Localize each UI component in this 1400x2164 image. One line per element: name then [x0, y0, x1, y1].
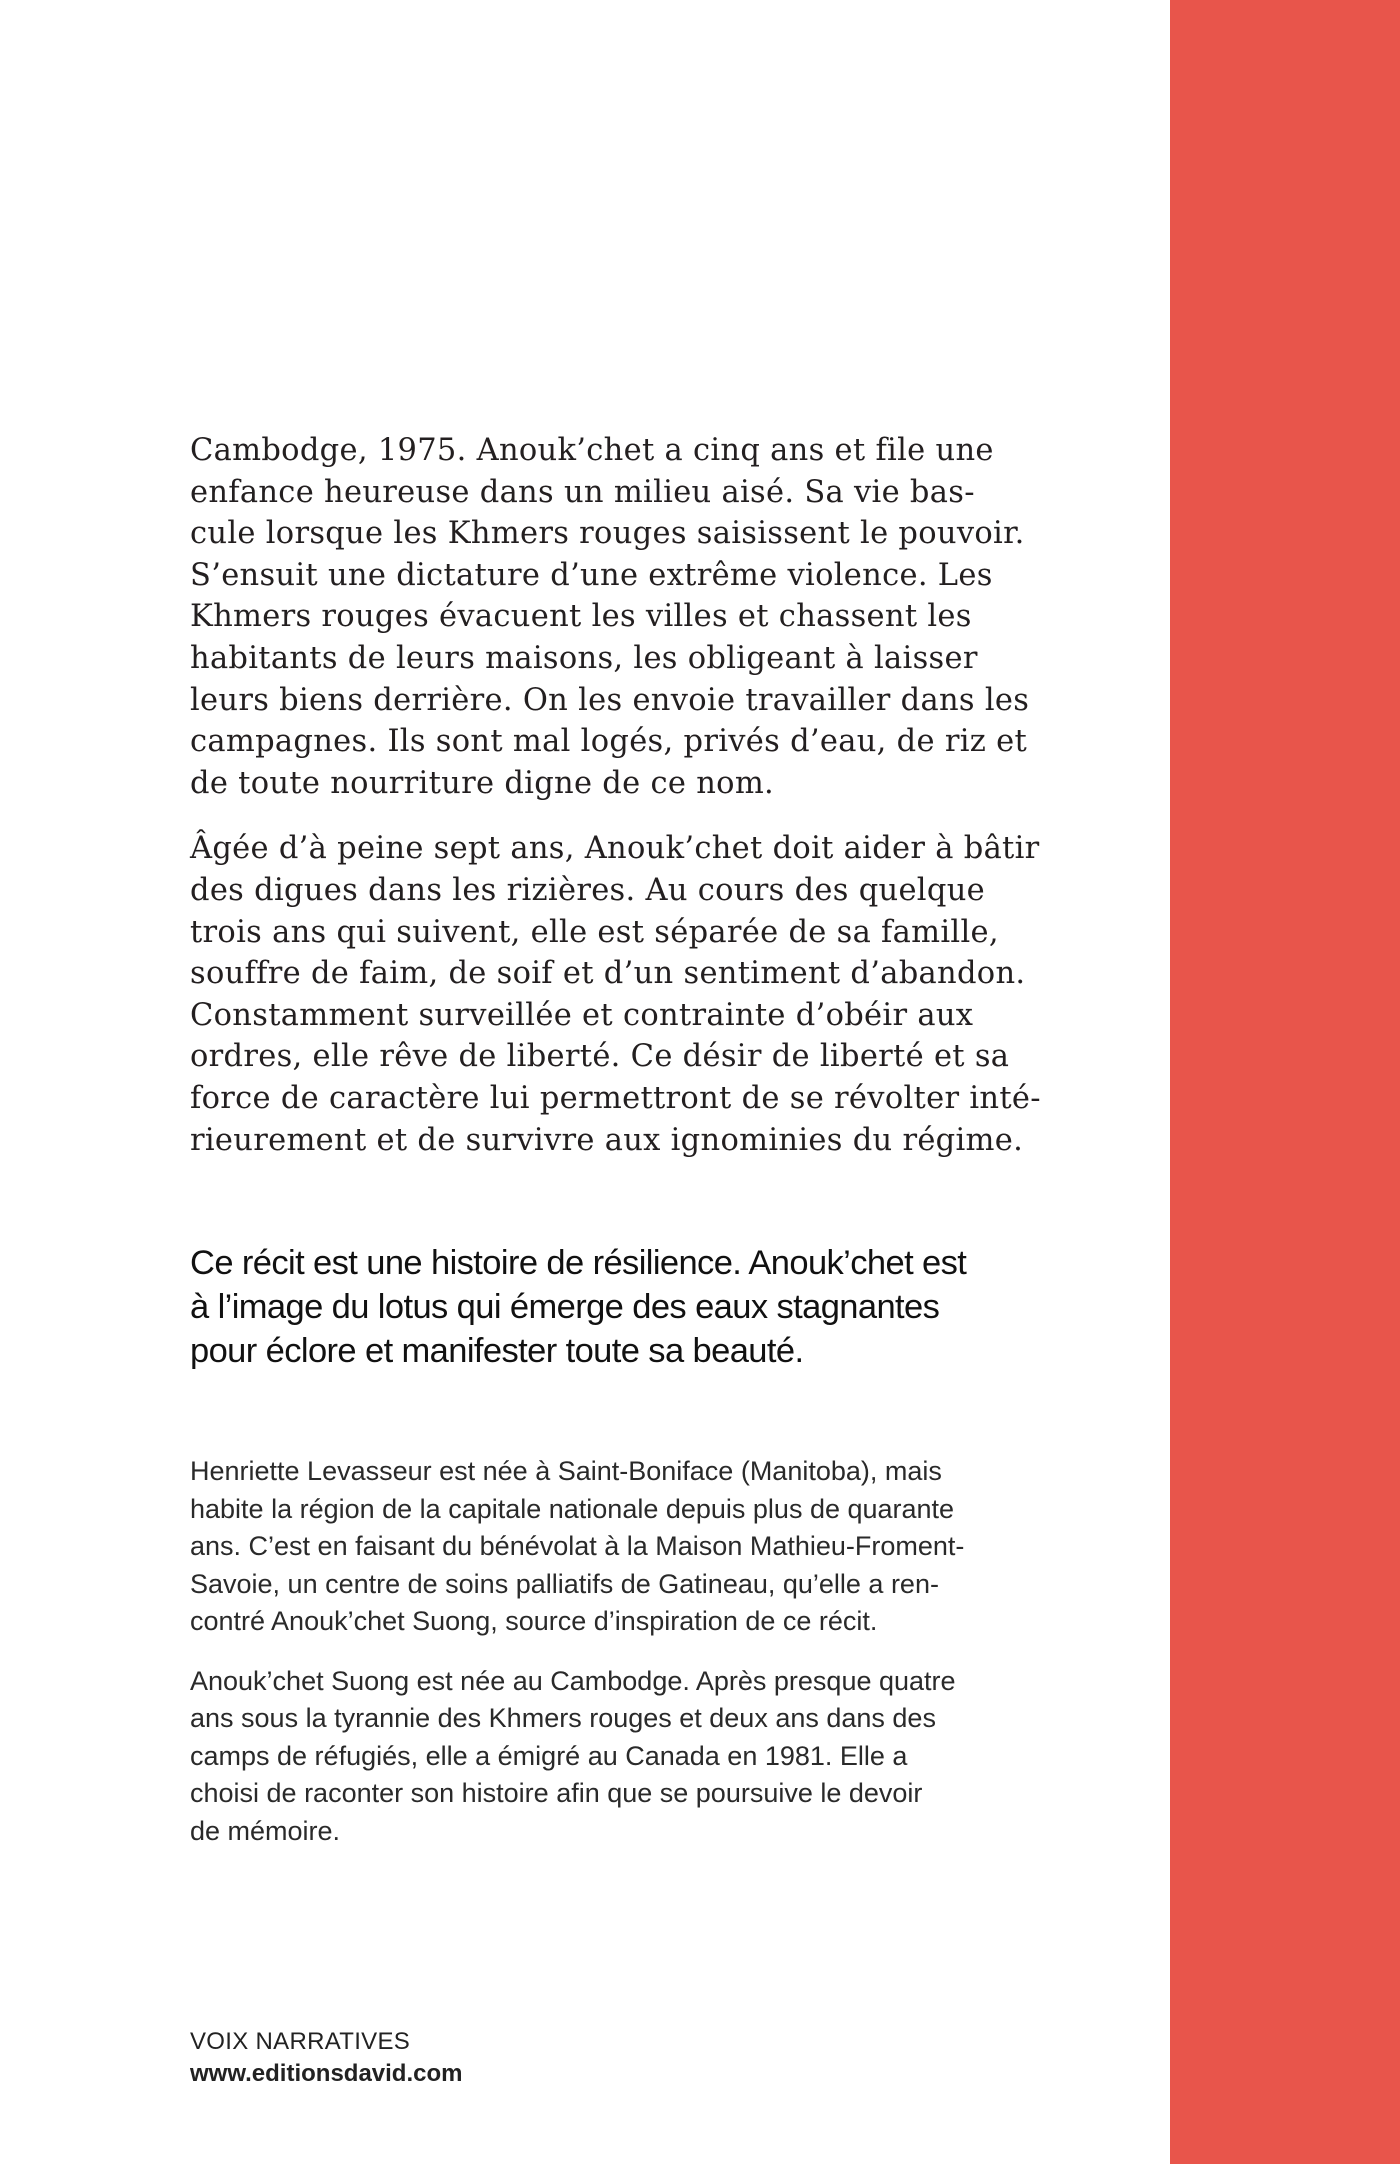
text-line: trois ans qui suivent, elle est séparée de sa famille, — [190, 914, 999, 950]
text-line: à l’image du lotus qui émerge des eaux stagnantes — [190, 1288, 940, 1327]
publisher-website: www.editionsdavid.com — [190, 2060, 463, 2087]
text-line: Savoie, un centre de soins palliatifs de Gatineau, qu’elle a ren- — [190, 1568, 939, 1599]
text-line: campagnes. Ils sont mal logés, privés d’eau, de riz et — [190, 724, 1028, 760]
footer — [190, 2026, 462, 2090]
text-line: souffre de faim, de soif et d’un sentiment d’abandon. — [190, 956, 1026, 992]
text-line: cule lorsque les Khmers rouges saisissent le pouvoir. — [190, 516, 1025, 552]
text-line: des digues dans les rizières. Au cours des quelque — [190, 872, 985, 908]
text-line: habitants de leurs maisons, les obligeant à laisser — [190, 640, 978, 676]
text-line: leurs biens derrière. On les envoie travailler dans les — [190, 682, 1030, 718]
text-line: S’ensuit une dictature d’une extrême violence. Les — [190, 557, 993, 593]
text-line: Ce récit est une histoire de résilience. Anouk’chet est — [190, 1244, 967, 1283]
text-line: ordres, elle rêve de liberté. Ce désir de liberté et sa — [190, 1039, 1010, 1075]
text-line: pour éclore et manifester toute sa beauté. — [190, 1332, 804, 1371]
synopsis-paragraph-1 — [190, 430, 1030, 804]
text-line: force de caractère lui permettront de se révolter inté- — [190, 1080, 1041, 1116]
text-line: choisi de raconter son histoire afin que se poursuive le devoir — [190, 1778, 923, 1809]
text-line: contré Anouk’chet Suong, source d’inspiration de ce récit. — [190, 1606, 878, 1637]
author-bio — [190, 1453, 1018, 1641]
text-line: Âgée d’à peine sept ans, Anouk’chet doit aider à bâtir — [190, 831, 1040, 867]
text-line: ans sous la tyrannie des Khmers rouges et deux ans dans des — [190, 1703, 936, 1734]
text-line: enfance heureuse dans un milieu aisé. Sa vie bas- — [190, 474, 975, 510]
text-line: Anouk’chet Suong est née au Cambodge. Après presque quatre — [190, 1665, 956, 1696]
blurb — [190, 1241, 1018, 1373]
collection-name: VOIX NARRATIVES — [190, 2028, 411, 2055]
text-line: Henriette Levasseur est née à Saint-Boniface (Manitoba), mais — [190, 1456, 942, 1487]
cover-text — [190, 430, 1041, 1850]
text-line: Constamment surveillée et contrainte d’obéir aux — [190, 997, 974, 1033]
subject-bio — [190, 1663, 1018, 1851]
synopsis-paragraph-2 — [190, 828, 1041, 1161]
text-line: de toute nourriture digne de ce nom. — [190, 765, 775, 801]
accent-band — [1170, 0, 1400, 2164]
text-line: Cambodge, 1975. Anouk’chet a cinq ans et file une — [190, 433, 994, 468]
text-line: Khmers rouges évacuent les villes et chassent les — [190, 599, 972, 635]
text-line: ans. C’est en faisant du bénévolat à la Maison Mathieu-Froment- — [190, 1531, 965, 1562]
text-line: camps de réfugiés, elle a émigré au Canada en 1981. Elle a — [190, 1740, 908, 1771]
text-line: rieurement et de survivre aux ignominies du régime. — [190, 1122, 1024, 1158]
text-line: de mémoire. — [190, 1815, 341, 1846]
text-line: habite la région de la capitale nationale depuis plus de quarante — [190, 1493, 955, 1524]
